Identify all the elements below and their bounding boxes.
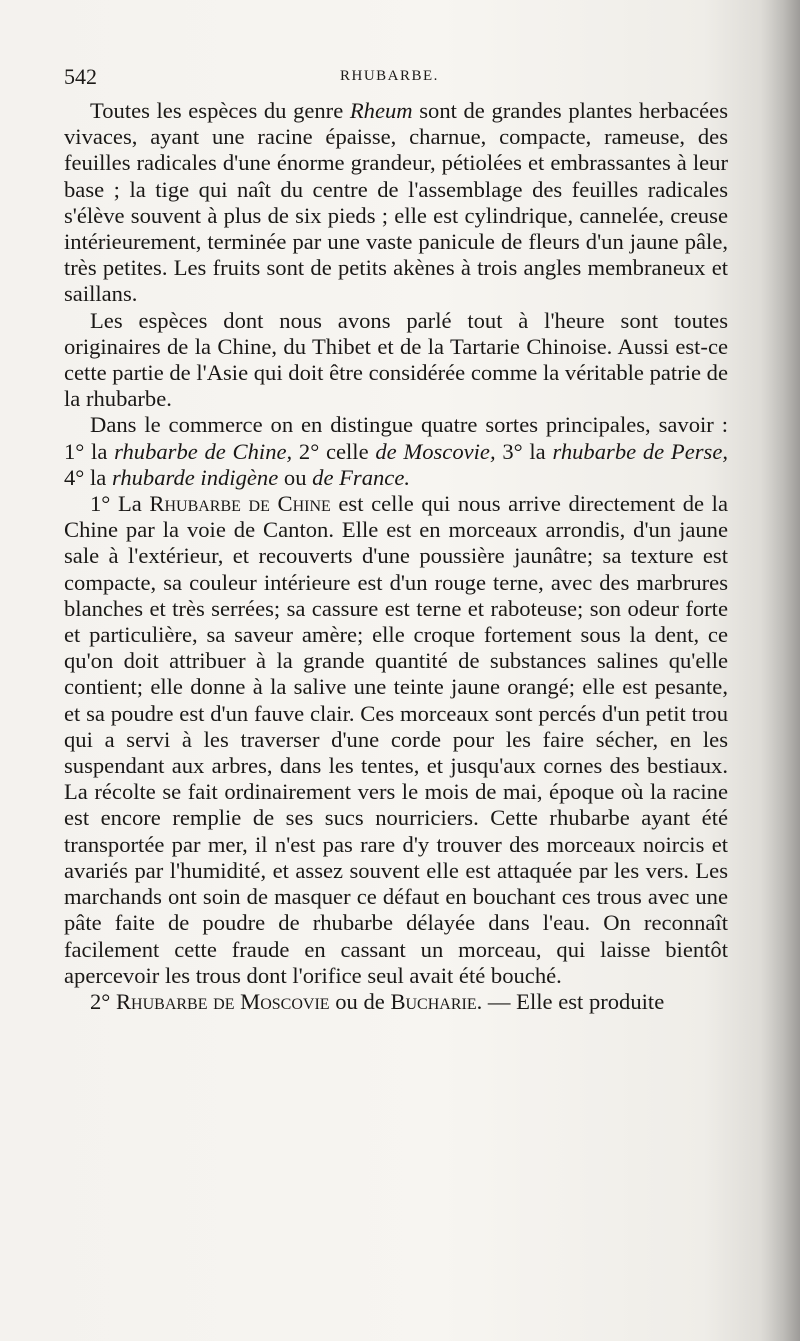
small-caps-heading-chine: Rhubarbe de Chine: [149, 491, 331, 517]
text-run: ou: [278, 464, 313, 490]
paragraph-rheum-description: [64, 98, 728, 308]
italic-sort-moscovie: de Moscovie,: [375, 438, 496, 464]
small-caps-heading-moscovie: Rhubarbe de Moscovie: [115, 988, 330, 1014]
text-run: ou de: [329, 988, 391, 1014]
italic-sort-chine: rhubarbe de Chine,: [114, 438, 293, 464]
text-run: Les espèces dont nous avons parlé tout à l'heure sont toutes originaires de la Chine, du Thibet et de la Tartarie Chinoise. Aussi est-ce cette partie de l'Asie qui doit être considérée comme la véritable patrie de la rhubarbe.: [64, 307, 729, 412]
italic-genus-name: Rheum: [349, 98, 413, 123]
running-head: RHUBARBE.: [340, 68, 439, 84]
italic-sort-perse: rhubarbe de Perse,: [552, 438, 729, 464]
paragraph-rhubarbe-de-moscovie: [64, 989, 728, 1015]
paragraph-rhubarbe-de-chine: [64, 491, 728, 989]
text-run: 3° la: [495, 438, 553, 464]
page-edge-shadow: [760, 0, 800, 1341]
paragraph-commerce-sorts: [64, 412, 728, 491]
body-text: [64, 98, 728, 1015]
paragraph-origin: [64, 308, 728, 413]
text-run: est celle qui nous arrive directement de la Chine par la voie de Canton. Elle est en morceaux arrondis, d'un jaune sale à l'extérieur, et recouverts d'une poussière jaunâtre; sa texture est compacte, sa couleur intérieure est d'un rouge terne, avec des marbrures blanches et très serrées; sa cassure est terne et raboteuse; son odeur forte et particulière, sa saveur amère; elle croque fortement sous la dent, ce qu'on doit attribuer à la grande quantité de substances salines qu'elle contient; elle donne à la salive une teinte jaune orangé; elle est pesante, et sa poudre est d'un fauve clair. Ces morceaux sont percés d'un petit trou qui a servi à les traverser d'une corde pour les faire sécher, en les suspendant aux arbres, dans les tentes, et jusqu'aux cornes des bestiaux. La récolte se fait ordinairement vers le mois de mai, époque où la racine est encore remplie de ses sucs nourriciers. Cette rhubarbe ayant été transportée par mer, il n'est pas rare d'y trouver des morceaux noircis et avariés par l'humidité, et assez souvent elle est attaquée par les vers. Les marchands ont soin de masquer ce défaut en bouchant ces trous avec une pâte faite de poudre de rhubarbe délayée dans l'eau. On reconnaît facilement cette fraude en cassant un morceau, qui laisse bientôt apercevoir les trous dont l'orifice seul avait été bouché.: [64, 491, 728, 988]
text-run: 2° celle: [292, 438, 376, 464]
text-run: 1° La: [90, 491, 150, 517]
text-run: 2°: [90, 988, 116, 1014]
text-run: . — Elle est produite: [476, 988, 665, 1014]
text-run: Toutes les espèces du genre: [90, 98, 350, 123]
small-caps-heading-bucharie: Bucharie: [390, 988, 477, 1014]
text-run: sont de grandes plantes herbacées vivaces, ayant une racine épaisse, charnue, compacte, rameuse, des feuilles radicales d'une énorme grandeur, pétiolées et embrassantes à leur base ; la tige qui naît du centre de l'assemblage des feuilles radicales s'élève souvent à plus de six pieds ; elle est cylindrique, cannelée, creuse intérieurement, terminée par une vaste panicule de fleurs d'un jaune pâle, très petites. Les fruits sont de petits akènes à trois angles membraneux et saillans.: [64, 98, 728, 307]
page-number: 542: [64, 64, 97, 89]
page-header: [64, 64, 728, 92]
italic-sort-france: de France.: [312, 464, 411, 490]
italic-sort-indigene: rhubarde indigène: [111, 464, 279, 490]
text-run: Dans le commerce on en distingue quatre sortes principales, savoir : 1° la: [64, 412, 728, 464]
text-run: 4° la: [64, 464, 112, 490]
